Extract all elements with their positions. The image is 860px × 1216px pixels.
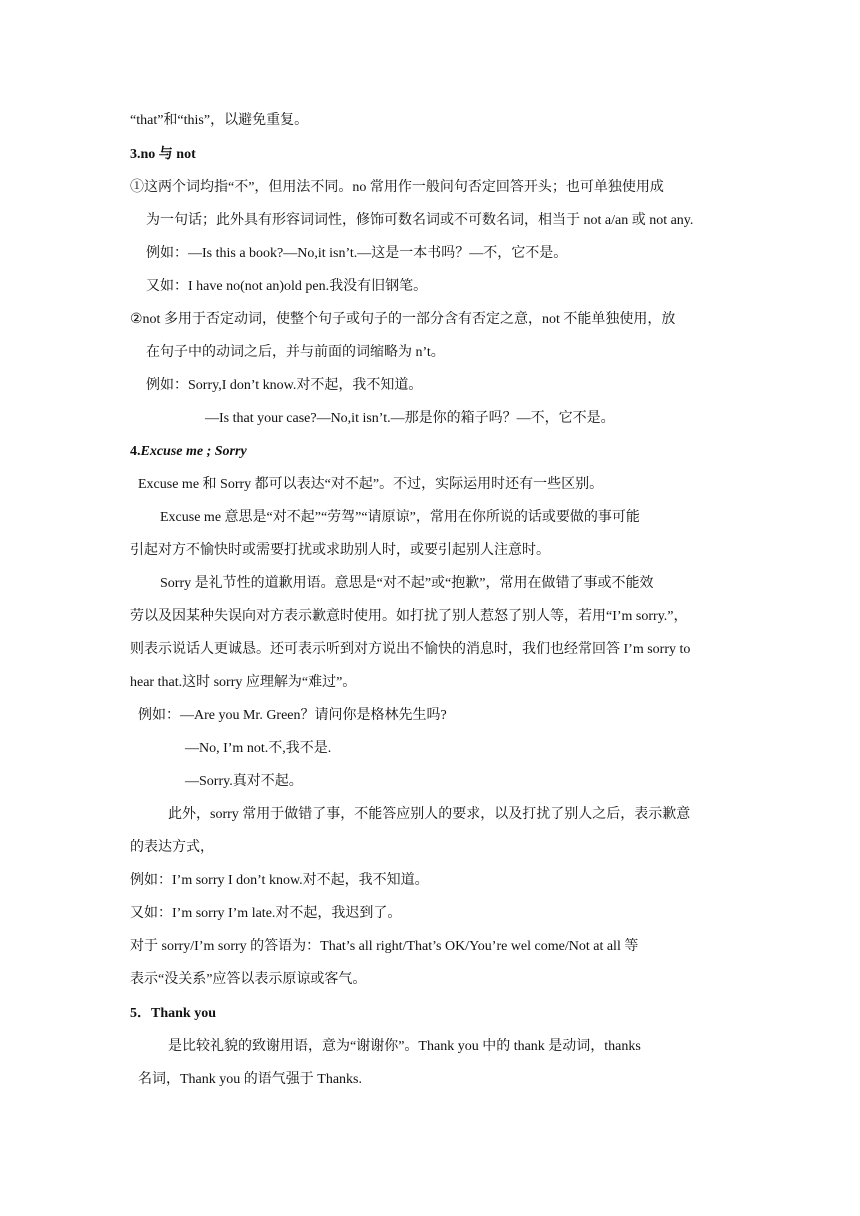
text-line: “that”和“this”，以避免重复。 — [130, 113, 309, 128]
text-line: ②not 多用于否定动词，使整个句子或句子的一部分含有否定之意，not 不能单独使用，放 — [130, 312, 676, 327]
section-number: 4. — [130, 444, 141, 459]
section-title: Excuse me ; Sorry — [140, 444, 247, 459]
paragraph-line: 名词，Thank you 的语气强于 Thanks. — [138, 1072, 362, 1087]
example-line: —Is that your case?—No,it isn’t.—那是你的箱子吗？—不，它不是。 — [205, 411, 615, 426]
section-heading-4 — [130, 442, 247, 462]
paragraph-line: hear that.这时 sorry 应理解为“难过”。 — [130, 675, 357, 690]
example-line: 例如：Sorry,I don’t know.对不起，我不知道。 — [146, 378, 423, 393]
text-line: 为一句话；此外具有形容词词性，修饰可数名词或不可数名词，相当于 not a/an 或 not any. — [146, 213, 694, 228]
example-line: 又如：I’m sorry I’m late.对不起，我迟到了。 — [130, 906, 402, 921]
paragraph-line: Excuse me 意思是“对不起”“劳驾”“请原谅”，常用在你所说的话或要做的事可能 — [160, 510, 640, 525]
paragraph-line: 表示“没关系”应答以表示原谅或客气。 — [130, 972, 367, 987]
example-line: 例如：I’m sorry I don’t know.对不起，我不知道。 — [130, 873, 429, 888]
paragraph-line: 对于 sorry/I’m sorry 的答语为：That’s all right/That’s OK/You’re wel come/Not at all 等 — [130, 939, 639, 954]
text-line: Excuse me 和 Sorry 都可以表达“对不起”。不过，实际运用时还有一些区别。 — [138, 477, 604, 492]
paragraph-line: 劳以及因某种失误向对方表示歉意时使用。如打扰了别人惹怒了别人等，若用“I’m sorry.”， — [130, 609, 688, 624]
section-heading-5: 5．Thank you — [130, 1006, 216, 1021]
example-line: 又如：I have no(not an)old pen.我没有旧钢笔。 — [146, 279, 428, 294]
section-heading-3: 3.no 与 not — [130, 147, 196, 162]
paragraph-line: Sorry 是礼节性的道歉用语。意思是“对不起”或“抱歉”，常用在做错了事或不能效 — [160, 576, 654, 591]
paragraph-line: 引起对方不愉快时或需要打扰或求助别人时，或要引起别人注意时。 — [130, 543, 550, 558]
example-line: —No, I’m not.不,我不是. — [185, 741, 332, 756]
paragraph-line: 则表示说话人更诚恳。还可表示听到对方说出不愉快的消息时，我们也经常回答 I’m sorry to — [130, 642, 691, 657]
text-line: ①这两个词均指“不”，但用法不同。no 常用作一般问句否定回答开头；也可单独使用成 — [130, 180, 664, 195]
paragraph-line: 的表达方式， — [130, 840, 214, 855]
example-line: —Sorry.真对不起。 — [185, 774, 303, 789]
example-line: 例如：—Are you Mr. Green？请问你是格林先生吗? — [138, 708, 447, 723]
paragraph-line: 此外，sorry 常用于做错了事，不能答应别人的要求，以及打扰了别人之后，表示歉意 — [168, 807, 691, 822]
paragraph-line: 是比较礼貌的致谢用语，意为“谢谢你”。Thank you 中的 thank 是动词，thanks — [168, 1039, 641, 1054]
text-line: 在句子中的动词之后，并与前面的词缩略为 n’t。 — [146, 345, 445, 360]
example-line: 例如：—Is this a book?—No,it isn’t.—这是一本书吗？—不，它不是。 — [146, 246, 568, 261]
